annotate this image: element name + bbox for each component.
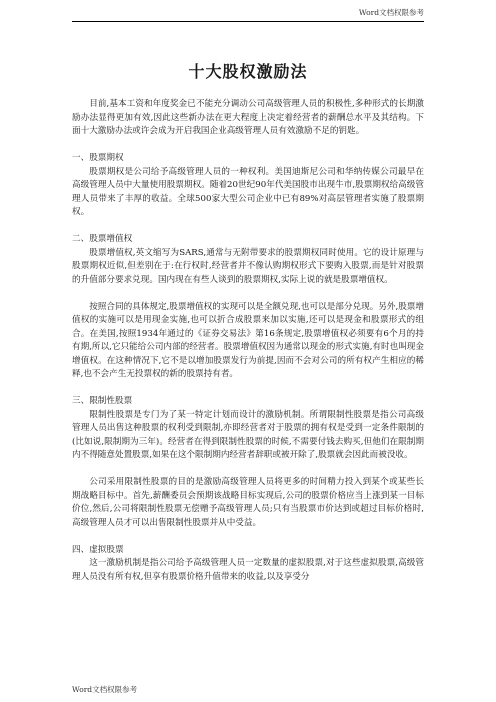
section-heading-restricted-stock: 三、限制性股票 bbox=[72, 396, 133, 406]
document-title: 十大股权激励法 bbox=[188, 62, 308, 81]
header-rule bbox=[72, 21, 424, 22]
paragraph-stock-options: 股票期权是公司给予高级管理人员的一种权利。美国迪斯尼公司和华纳传媒公司最早在高级管理人员中大量使用股票期权。随着20世纪90年代美国股市出现牛市,股票期权给高级管理人员带来了丰厚的收益。全球500家大型公司企业中已有89%对高层管理者实施了股票期权。 bbox=[72, 166, 424, 217]
paragraph-sars-1: 股票增值权,英文缩写为SARS,通常与无附带要求的股票期权同时使用。它的设计原理与股票期权近似,但差别在于:在行权时,经营者并不像认购期权形式下要购入股票,而是针对股票的升值部分要求兑现。国内现在有些人谈到的股票期权,实际上说的就是股票增值权。 bbox=[72, 247, 424, 285]
page-header: Word文档权限参考 bbox=[358, 8, 424, 17]
paragraph-restricted-stock-2: 公司采用限制性股票的目的是激励高级管理人员将更多的时间精力投入到某个或某些长期战略目标中。首先,薪酬委员会预期该战略目标实现后,公司的股票价格应当上涨到某一目标价位,然后,公司将限制性股票无偿赠予高级管理人员;只有当股票市价达到或超过目标价格时,高级管理人员才可以出售限制性股票并从中受益。 bbox=[72, 477, 424, 528]
section-heading-phantom-stock: 四、虚拟股票 bbox=[72, 544, 124, 555]
paragraph-sars-2: 按照合同的具体规定,股票增值权的实现可以是全额兑现,也可以是部分兑现。另外,股票增值权的实施可以是用现金实施,也可以折合成股票来加以实施,还可以是现金和股票形式的组合。在美国,按照1934年通过的《证券交易法》第16条规定,股票增值权必须要有6个月的持有期,所以,它只能给公司内部的经营者。股票增值权因为通常以现金的形式实施,有时也叫现金增值权。在这种情况下,它不是以增加股票发行为前提,因而不会对公司的所有权产生相应的稀释,也不会产生无投票权的新的股票持有者。 bbox=[72, 301, 424, 379]
paragraph-restricted-stock-1: 限制性股票是专门为了某一特定计划而设计的激励机制。所谓限制性股票是指公司高级管理人员出售这种股票的权利受到限制,亦即经营者对于股票的拥有权是受到一定条件限制的(比如说,限制期为三年)。经营者在得到限制性股票的时候,不需要付钱去购买,但他们在限制期内不得随意处置股票,如果在这个限制期内经营者辞职或被开除了,股票就会因此而被没收。 bbox=[72, 409, 424, 460]
section-heading-sars: 二、股票增值权 bbox=[72, 234, 133, 244]
document-body bbox=[72, 62, 424, 584]
paragraph-phantom-stock: 这一激励机制是指公司给予高级管理人员一定数量的虚拟股票,对于这些虚拟股票,高级管理人员没有所有权,但享有股票价格升值带来的收益,以及享受分 bbox=[72, 558, 424, 582]
page-footer: Word文档权限参考 bbox=[72, 685, 138, 694]
section-heading-stock-options: 一、股票期权 bbox=[72, 153, 124, 163]
intro-paragraph: 目前,基本工资和年度奖金已不能充分调动公司高级管理人员的积极性,多种形式的长期激励办法显得更加有效,因此这些新办法在更大程度上决定着经营者的薪酬总水平及其结构。下面十大激励办法或许会成为开启我国企业高级管理人员有效激励不足的钥匙。 bbox=[72, 99, 424, 136]
